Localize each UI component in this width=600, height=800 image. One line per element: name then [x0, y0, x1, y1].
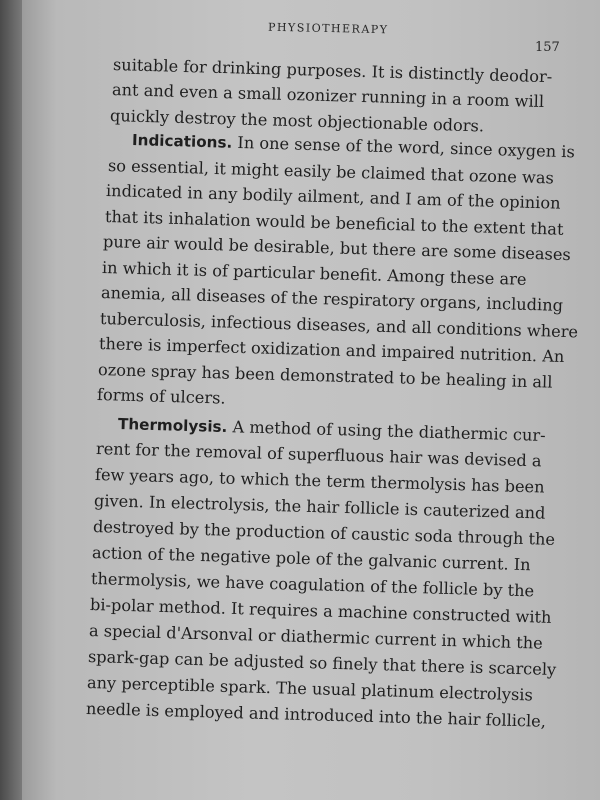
text-line: bi-polar method. It requires a machine constructed with: [89, 595, 552, 627]
heading-thermolysis: Thermolysis.: [117, 415, 228, 437]
text-line: forms of ulcers.: [96, 385, 226, 408]
text-line: suitable for drinking purposes. It is distinctly deodor-: [112, 55, 553, 87]
heading-indications: Indications.: [131, 131, 233, 152]
running-header: PHYSIOTHERAPY: [267, 20, 389, 37]
text-line: any perceptible spark. The usual platinum electrolysis: [86, 673, 534, 705]
text-line: action of the negative pole of the galvanic current. In: [91, 543, 531, 575]
text-line: ozone spray has been demonstrated to be healing in all: [97, 360, 553, 392]
page-number: 157: [535, 40, 560, 55]
text-line: few years ago, to which the term thermolysis has been: [94, 465, 545, 497]
text-line: a special d'Arsonval or diathermic current in which the: [88, 621, 543, 653]
text-line: In one sense of the word, since oxygen is: [237, 132, 576, 162]
text-line: ant and even a small ozonizer running in a room will: [111, 80, 545, 112]
text-line: destroyed by the production of caustic soda through the: [92, 517, 556, 549]
text-line: quickly destroy the most objectionable odors.: [109, 106, 485, 136]
text-line: spark-gap can be adjusted so finely that there is scarcely: [87, 647, 557, 680]
text-line: tuberculosis, infectious diseases, and all conditions where: [99, 309, 579, 342]
text-line: indicated in any bodily ailment, and I am of the opinion: [105, 181, 561, 213]
text-line: in which it is of particular benefit. Among these are: [101, 258, 527, 289]
text-line: A method of using the diathermic cur-: [232, 417, 546, 445]
text-line: that its inhalation would be beneficial to the extent that: [104, 207, 564, 239]
text-line: there is imperfect oxidization and impaired nutrition. An: [98, 334, 565, 366]
text-line: so essential, it might easily be claimed that ozone was: [107, 156, 555, 188]
text-line: thermolysis, we have coagulation of the follicle by the: [90, 569, 535, 601]
text-line: needle is employed and introduced into the hair follicle,: [85, 699, 547, 731]
text-line: anemia, all diseases of the respiratory organs, including: [100, 283, 564, 315]
text-line: rent for the removal of superfluous hair was devised a: [95, 439, 542, 471]
text-line: given. In electrolysis, the hair follicle is cauterized and: [93, 491, 546, 523]
text-line: pure air would be desirable, but there are some diseases: [102, 232, 572, 265]
paragraph-indications: [132, 130, 575, 162]
